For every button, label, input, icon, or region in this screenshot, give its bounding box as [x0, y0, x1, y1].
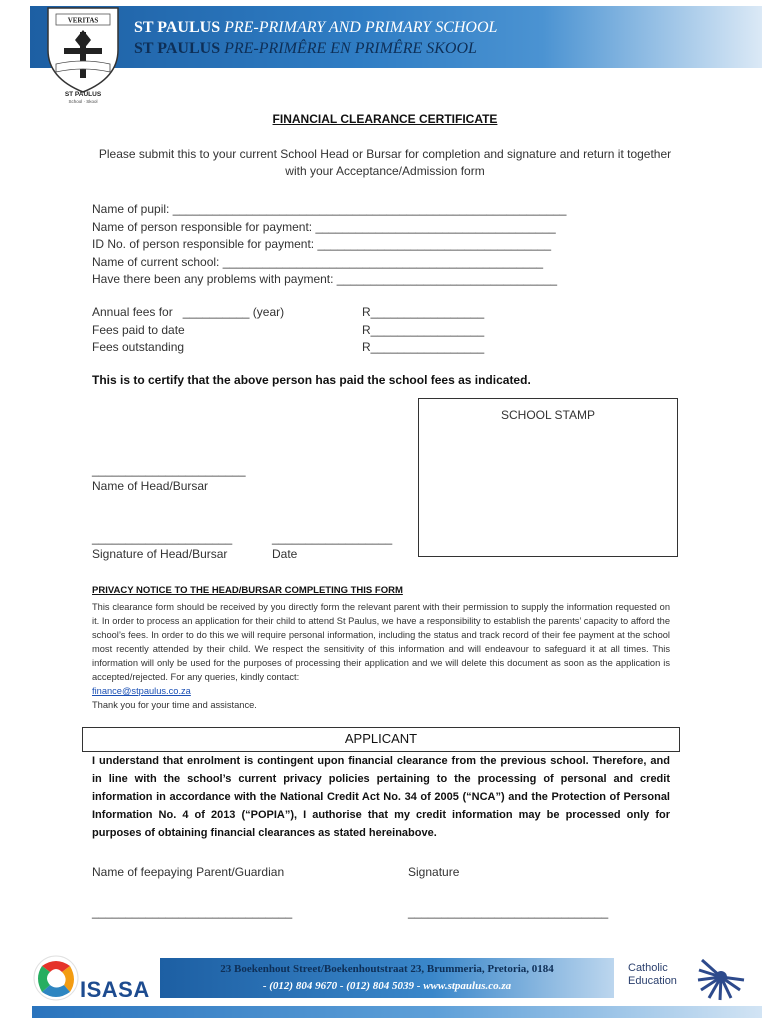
applicant-heading: APPLICANT	[344, 731, 418, 746]
school-name-english: ST PAULUS PRE-PRIMARY AND PRIMARY SCHOOL	[134, 19, 498, 36]
applicant-heading-box	[82, 727, 680, 752]
privacy-body	[92, 600, 670, 712]
field-payment-problems[interactable]: Have there been any problems with payment: _________________________________	[92, 272, 558, 286]
field-current-school[interactable]: Name of current school: ________________________________________________	[92, 254, 544, 269]
fees-paid-amount[interactable]: R_________________	[362, 322, 485, 337]
date-label: Date	[272, 547, 298, 561]
parent-name-label: Name of feepaying Parent/Guardian	[92, 865, 285, 879]
applicant-statement: I understand that enrolment is contingent upon financial clearance from the previous school. Therefore, and in line with the school’s current privacy policies pertaining to the processing of personal and credit information in accordance with the National Credit Act No. 34 of 2005 (“NCA”) and the Protection of Personal Information No. 4 of 2013 (“POPIA”), I authorise that my credit information may be processed only for purposes of obtaining financial clearances as stated hereinabove.	[92, 755, 670, 839]
footer-bottom-bar	[32, 1006, 762, 1018]
privacy-title: PRIVACY NOTICE TO THE HEAD/BURSAR COMPLETING THIS FORM	[92, 585, 403, 596]
head-name-line[interactable]: _______________________	[92, 463, 246, 477]
footer-band	[160, 958, 614, 998]
fees-labels	[92, 304, 284, 357]
parent-name-line[interactable]: ______________________________	[92, 905, 293, 919]
certify-statement: This is to certify that the above person has paid the school fees as indicated.	[92, 373, 531, 387]
school-crest-logo	[42, 4, 124, 104]
fees-outstanding-label: Fees outstanding	[92, 340, 185, 354]
privacy-text: This clearance form should be received by you directly form the relevant parent with their permission to supply the information requested on it. In order to process an application for their child to attend St Paulus, we have a responsibility to establish the parents’ capacity to afford the school’s fees. In order to do this we will require personal information, including the status and track record of their fee payment at the school most recently attended by their child. We respect the sensitivity of this information and will endeavour to safeguard it at all times. This information will only be used for the purposes of processing their application and we will delete this document as soon as the application is accepted/rejected. For any queries, kindly contact:	[92, 602, 670, 682]
parent-signature-line[interactable]: ______________________________	[408, 905, 609, 919]
head-signature-label: Signature of Head/Bursar	[92, 547, 228, 561]
school-stamp-box[interactable]	[418, 398, 678, 557]
page-title: FINANCIAL CLEARANCE CERTIFICATE	[272, 112, 498, 126]
instructions-text: Please submit this to your current School Head or Bursar for completion and signature and return it together with your Acceptance/Admission form	[98, 147, 672, 178]
school-name-afrikaans: ST PAULUS PRE-PRIMÊRE EN PRIMÊRE SKOOL	[134, 40, 477, 57]
footer-contact: - (012) 804 9670 - (012) 804 5039 - www.stpaulus.co.za	[262, 980, 512, 992]
date-line[interactable]: __________________	[272, 531, 393, 545]
parent-signature-label: Signature	[408, 865, 460, 879]
crest-banner: ST PAULUS	[64, 91, 102, 98]
finance-email-link[interactable]: finance@stpaulus.co.za	[92, 686, 191, 696]
head-name-label: Name of Head/Bursar	[92, 479, 209, 493]
fees-outstanding-amount[interactable]: R_________________	[362, 340, 485, 354]
head-signature-line[interactable]: _____________________	[92, 531, 233, 545]
pupil-fields	[92, 201, 566, 289]
field-payer-id[interactable]: ID No. of person responsible for payment: ___________________________________	[92, 237, 552, 251]
crest-sub: School · Skool	[68, 99, 98, 104]
privacy-thanks: Thank you for your time and assistance.	[92, 700, 257, 710]
field-payer-name[interactable]: Name of person responsible for payment: ____________________________________	[92, 219, 556, 234]
header-band	[30, 6, 762, 68]
isasa-wordmark: ISASA	[80, 977, 150, 1002]
fees-paid-label: Fees paid to date	[92, 322, 185, 337]
crest-motto: VERITAS	[67, 16, 99, 25]
annual-fees-row[interactable]: Annual fees for __________ (year)	[92, 305, 285, 319]
footer-address: 23 Boekenhout Street/Boekenhoutstraat 23, Brummeria, Pretoria, 0184	[220, 963, 554, 975]
catholic-education-logo	[694, 950, 748, 1004]
annual-fees-amount[interactable]: R_________________	[362, 305, 485, 319]
stamp-label: SCHOOL STAMP	[500, 408, 595, 422]
field-pupil-name[interactable]: Name of pupil: ___________________________________________________________	[92, 202, 567, 216]
catholic-education-text: Catholic Education	[628, 962, 677, 987]
fees-amounts	[362, 304, 484, 357]
